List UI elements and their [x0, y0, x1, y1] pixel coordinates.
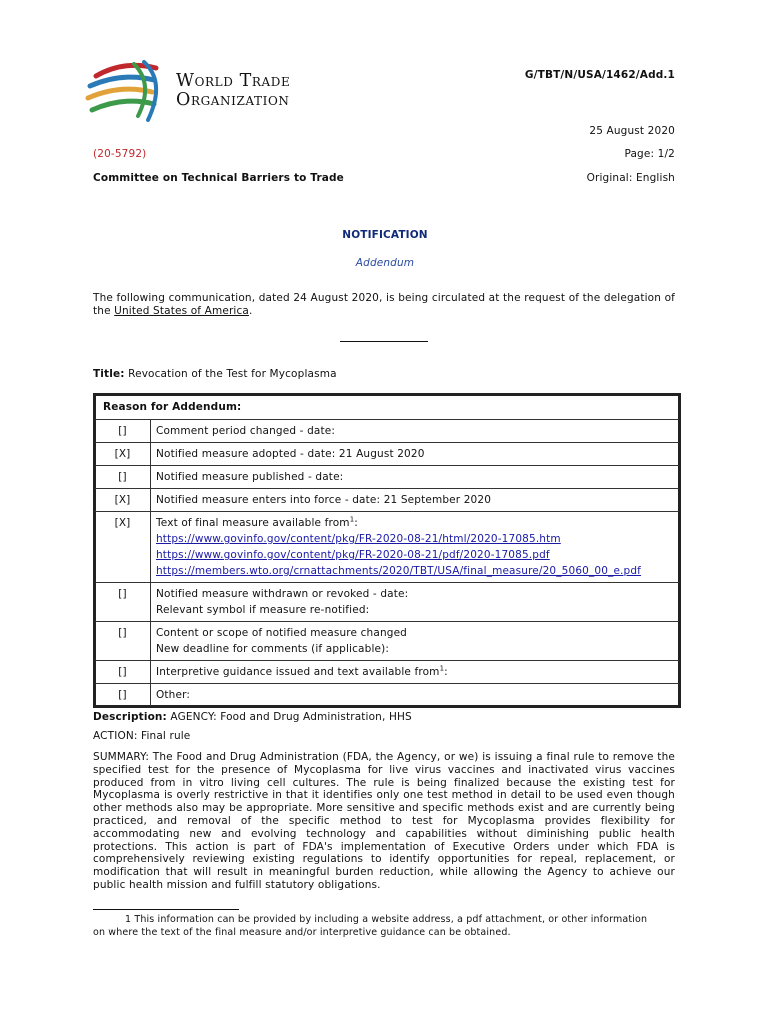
table-row — [94, 622, 680, 661]
wto-logo-icon — [84, 56, 179, 126]
description-label: Description: — [93, 711, 167, 723]
intro-end: . — [248, 305, 253, 317]
ref-number: (20-5792) — [93, 148, 147, 160]
row-text-links — [151, 512, 681, 583]
table-row — [94, 583, 680, 622]
footnote — [93, 913, 653, 939]
description-agency — [93, 711, 412, 723]
row-text: Interpretive guidance issued and text available from$^1$: — [151, 661, 681, 684]
org-name-line2: Organization — [176, 90, 290, 110]
measure-title — [93, 368, 337, 380]
footnote-ref[interactable]: 1 — [349, 515, 355, 524]
footnote-separator — [93, 909, 239, 910]
footnote-number: 1 — [125, 914, 132, 925]
table-row — [94, 684, 680, 708]
checkbox-mark: [X] — [94, 489, 151, 512]
action-text: ACTION: Final rule — [93, 730, 191, 742]
govinfo-pdf-link[interactable]: https://www.govinfo.gov/content/pkg/FR-2020-08-21/pdf/2020-17085.pdf — [156, 549, 550, 561]
row-text: Other: — [151, 684, 681, 708]
summary-text: SUMMARY: The Food and Drug Administration (FDA, the Agency, or we) is issuing a final rule to remove the specified test for the presence of Mycoplasma for live virus vaccines and inactivated virus vaccines produced from in vitro living cell cultures. The rule is being finalized because the existing test for Mycoplasma is overly restrictive in that it identifies only one test method in detail to be used even though other methods also may be appropriate. More sensitive and specific methods exist and are currently being practiced, and removal of the specific method to test for Mycoplasma provides flexibility for accommodating new and evolving technology and capabilities without diminishing public health protections. This action is part of FDA's implementation of Executive Orders under which FDA is comprehensively reviewing existing regulations to identify opportunities for repeal, replacement, or modification that will result in meaningful burden reduction, while allowing the Agency to achieve our public health mission and fulfill statutory obligations. — [93, 751, 675, 891]
table-row — [94, 661, 680, 684]
wto-attachment-link[interactable]: https://members.wto.org/crnattachments/2020/TBT/USA/final_measure/20_5060_00_e.pdf — [156, 565, 642, 577]
org-name-line1: World Trade — [176, 71, 291, 91]
checkbox-mark: [X] — [94, 512, 151, 583]
title-value: Revocation of the Test for Mycoplasma — [128, 368, 337, 380]
checkbox-mark: [] — [94, 420, 151, 443]
notification-heading: NOTIFICATION — [342, 229, 428, 241]
intro-paragraph — [93, 292, 675, 318]
checkbox-mark: [] — [94, 684, 151, 708]
checkbox-mark: [X] — [94, 443, 151, 466]
row-text: Notified measure adopted - date: 21 August 2020 — [151, 443, 681, 466]
table-row — [94, 420, 680, 443]
checkbox-mark: [] — [94, 466, 151, 489]
page-number: Page: 1/2 — [624, 148, 675, 160]
table-row — [94, 466, 680, 489]
row-text: Notified measure withdrawn or revoked - date: Relevant symbol if measure re-notified: — [151, 583, 681, 622]
table-row — [94, 443, 680, 466]
doc-date: 25 August 2020 — [589, 125, 675, 137]
row-text: Notified measure published - date: — [151, 466, 681, 489]
final-text-label: Text of final measure available from$^1$: — [156, 515, 358, 529]
row-text: Comment period changed - date: — [151, 420, 681, 443]
row-text: Notified measure enters into force - date: 21 September 2020 — [151, 489, 681, 512]
title-label: Title: — [93, 368, 125, 380]
separator-line — [340, 341, 428, 342]
reason-heading: Reason for Addendum: — [94, 394, 680, 420]
table-heading-row — [94, 394, 680, 420]
agency-text: AGENCY: Food and Drug Administration, HHS — [170, 711, 412, 723]
checkbox-mark: [] — [94, 661, 151, 684]
checkbox-mark: [] — [94, 622, 151, 661]
original-language: Original: English — [586, 172, 675, 184]
footnote-ref[interactable]: 1 — [439, 664, 445, 673]
org-name — [176, 72, 290, 110]
intro-text: The following communication, dated 24 August 2020, is being circulated at the request of the delegation of the — [93, 292, 675, 317]
footnote-text: This information can be provided by including a website address, a pdf attachment, or other information on where the text of the final measure and/or interpretive guidance can be obtained. — [93, 914, 648, 938]
checkbox-mark: [] — [94, 583, 151, 622]
doc-symbol: G/TBT/N/USA/1462/Add.1 — [524, 69, 675, 81]
table-row — [94, 489, 680, 512]
table-row — [94, 512, 680, 583]
row-text: Content or scope of notified measure changed New deadline for comments (if applicable): — [151, 622, 681, 661]
addendum-table — [93, 393, 681, 708]
member-link[interactable]: United States of America — [114, 305, 249, 317]
committee-name: Committee on Technical Barriers to Trade — [93, 172, 344, 184]
govinfo-html-link[interactable]: https://www.govinfo.gov/content/pkg/FR-2020-08-21/html/2020-17085.htm — [156, 533, 561, 545]
addendum-subheading: Addendum — [355, 257, 415, 269]
